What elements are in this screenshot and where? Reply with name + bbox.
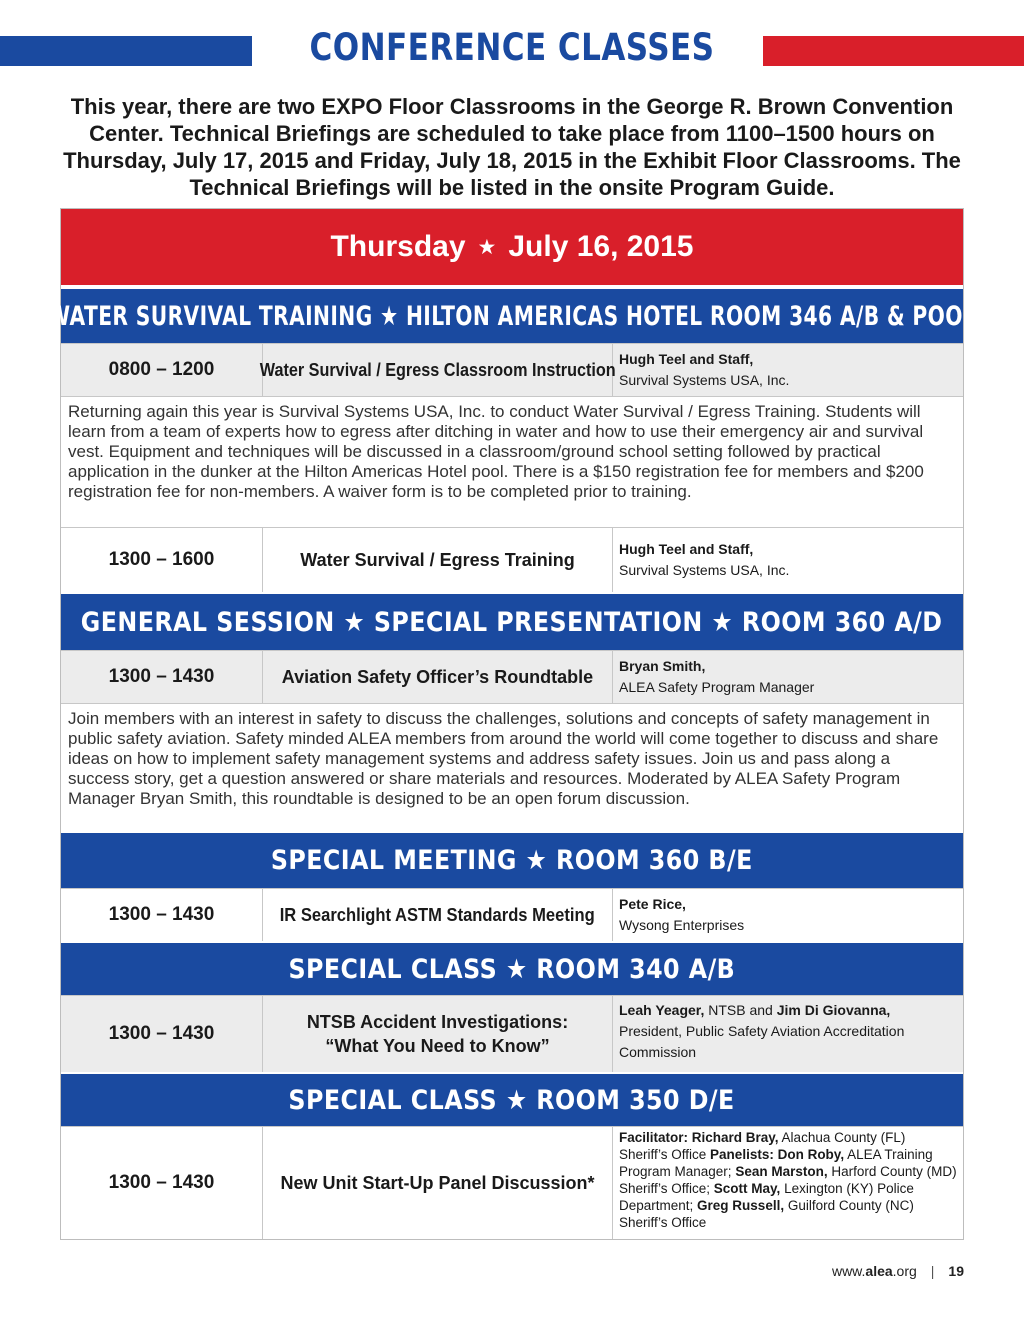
session-speaker (613, 889, 963, 941)
session-title: Aviation Safety Officer’s Roundtable (263, 651, 613, 703)
session-time: 1300 – 1430 (61, 889, 263, 941)
session-row (61, 1126, 963, 1239)
speaker-org: President, Public Safety Aviation Accreditation Commission (619, 1023, 905, 1060)
speaker-name: Hugh Teel and Staff, (619, 351, 754, 367)
section-header-general-session: GENERAL SESSION ★ SPECIAL PRESENTATION ★ ROOM 360 A/D (61, 592, 963, 650)
day-header (61, 209, 963, 287)
session-time: 1300 – 1600 (61, 528, 263, 592)
section-header-special-class-350: SPECIAL CLASS ★ ROOM 350 D/E (61, 1072, 963, 1126)
session-title: Water Survival / Egress Training (263, 528, 613, 592)
page-footer (832, 1263, 964, 1279)
session-speaker (613, 651, 963, 703)
day-date: July 16, 2015 (508, 230, 694, 263)
session-speaker (613, 528, 963, 592)
session-row (61, 527, 963, 592)
session-time: 1300 – 1430 (61, 651, 263, 703)
session-title: NTSB Accident Investigations: “What You Need to Know” (263, 996, 613, 1072)
session-time: 1300 – 1430 (61, 1127, 263, 1239)
session-time: 0800 – 1200 (61, 344, 263, 396)
session-row (61, 995, 963, 1072)
session-title: IR Searchlight ASTM Standards Meeting (263, 889, 613, 941)
session-description: Join members with an interest in safety to discuss the challenges, solutions and concepts of safety management in public safety aviation. Safety minded ALEA members from around the world will come together to discuss and share ideas on how to implement safety management systems and address safety issues. Join us and pass along a success story, get a question answered or share materials and resources. Moderated by ALEA Safety Program Manager Bryan Smith, this roundtable is designed to be an open forum discussion. (61, 703, 963, 831)
star-icon: ★ (477, 235, 497, 259)
day-weekday: Thursday (330, 230, 466, 263)
session-row (61, 650, 963, 703)
speaker-name: Bryan Smith, (619, 658, 706, 674)
speaker-name: Pete Rice, (619, 896, 686, 912)
session-panelists: Facilitator: Richard Bray, Alachua County (FL) Sheriff’s Office Panelists: Don Roby, ALEA Training Program Manager; Sean Marston, Harford County (MD) Sheriff’s Office; Scott May, Lexington (KY) Police Department; Greg Russell, Guilford County (NC) Sheriff’s Office (619, 1130, 957, 1230)
speaker-org: Survival Systems USA, Inc. (619, 372, 790, 388)
speaker-org: ALEA Safety Program Manager (619, 679, 815, 695)
schedule-table (47, 208, 977, 1240)
session-title: Water Survival / Egress Classroom Instruction (263, 344, 613, 396)
session-description: Returning again this year is Survival Systems USA, Inc. to conduct Water Survival / Egress Training. Students will learn from a team of experts how to egress after ditching in water and how to use their emergency air and survival vest. Equipment and techniques will be discussed in a classroom/ground school setting followed by practical application in the dunker at the Hilton Americas Hotel pool. There is a $150 registration fee for members and $200 registration fee for non-members. A waiver form is to be completed prior to training. (61, 396, 963, 527)
session-title: New Unit Start-Up Panel Discussion* (263, 1127, 613, 1239)
session-row (61, 888, 963, 941)
session-speaker: Leah Yeager, NTSB and Jim Di Giovanna, President, Public Safety Aviation Accreditation Commission (619, 1002, 905, 1060)
section-header-water-survival: WATER SURVIVAL TRAINING ★ HILTON AMERICAS HOTEL ROOM 346 A/B & POOL (61, 287, 963, 343)
website-link[interactable]: www.alea.org (831, 1263, 917, 1279)
speaker-name: Hugh Teel and Staff, (619, 541, 754, 557)
footer-separator: | (930, 1263, 935, 1279)
speaker-org: Wysong Enterprises (619, 917, 745, 933)
page-number: 19 (948, 1263, 964, 1279)
speaker-org: Survival Systems USA, Inc. (619, 562, 790, 578)
session-time: 1300 – 1430 (61, 996, 263, 1072)
session-speaker (613, 344, 963, 396)
session-row (61, 343, 963, 396)
intro-paragraph: This year, there are two EXPO Floor Classrooms in the George R. Brown Convention Center. Technical Briefings are scheduled to take place from 1100–1500 hours on Thursday, July 17, 2015 and Friday, July 18, 2015 in the Exhibit Floor Classrooms. The Technical Briefings will be listed in the onsite Program Guide. (63, 94, 961, 200)
section-header-special-meeting: SPECIAL MEETING ★ ROOM 360 B/E (61, 831, 963, 888)
page-title: CONFERENCE CLASSES (309, 26, 715, 69)
section-header-special-class-340: SPECIAL CLASS ★ ROOM 340 A/B (61, 941, 963, 995)
